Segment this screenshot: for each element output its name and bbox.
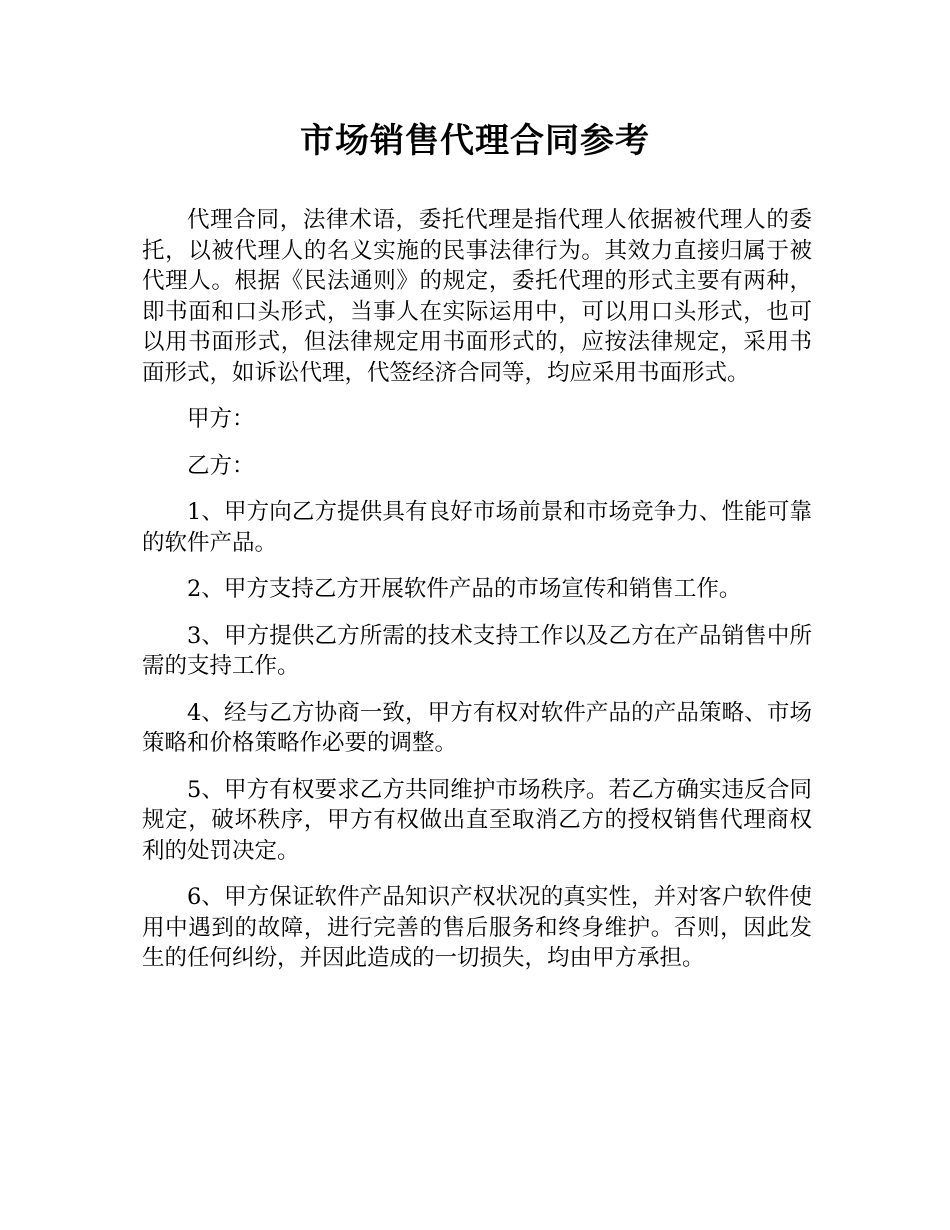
party-b-line: 乙方： xyxy=(187,452,255,479)
clause-6: 6、甲方保证软件产品知识产权状况的真实性，并对客户软件使用中遇到的故障，进行完善的售后服务和终身维护。否则，因此发生的任何纠纷，并因此造成的一切损失，均由甲方承担。 xyxy=(142,884,812,971)
clause-2: 2、甲方支持乙方开展软件产品的市场宣传和销售工作。 xyxy=(187,576,742,602)
clause-1: 1、甲方向乙方提供具有良好市场前景和市场竞争力、性能可靠的软件产品。 xyxy=(142,499,812,556)
clause-5: 5、甲方有权要求乙方共同维护市场秩序。若乙方确实违反合同规定，破坏秩序，甲方有权做出直至取消乙方的授权销售代理商权利的处罚决定。 xyxy=(142,776,812,864)
document-title: 市场销售代理合同参考 xyxy=(300,121,650,161)
clause-4: 4、经与乙方协商一致，甲方有权对软件产品的产品策略、市场策略和价格策略作必要的调整。 xyxy=(142,699,812,756)
clause-3: 3、甲方提供乙方所需的技术支持工作以及乙方在产品销售中所需的支持工作。 xyxy=(142,622,812,679)
party-a-line: 甲方： xyxy=(187,406,255,432)
document-body xyxy=(142,205,812,990)
intro-paragraph: 代理合同，法律术语，委托代理是指代理人依据被代理人的委托，以被代理人的名义实施的民事法律行为。其效力直接归属于被代理人。根据《民法通则》的规定，委托代理的形式主要有两种，即书面和口头形式，当事人在实际运用中，可以用口头形式，也可以用书面形式，但法律规定用书面形式的，应按法律规定，采用书面形式，如诉讼代理，代签经济合同等，均应采用书面形式。 xyxy=(142,207,812,386)
